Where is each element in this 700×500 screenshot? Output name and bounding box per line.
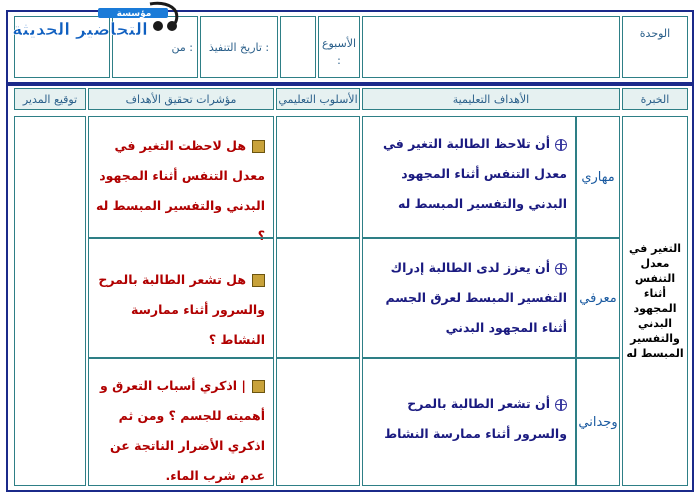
method-cell-2[interactable] — [276, 238, 360, 358]
type-cell-3: وجداني — [576, 358, 620, 486]
flower-bullet-icon — [252, 274, 265, 287]
indicator-cell-2 — [88, 238, 274, 358]
week-label: الأسبوع — [321, 37, 357, 50]
week-colon: : — [337, 54, 341, 67]
indicator-text-2: هل تشعر الطالبة بالمرح والسرور أثناء ممارسة النشاط ؟ — [98, 272, 265, 347]
type-cell-2: معرفي — [576, 238, 620, 358]
col-experience: الخبرة — [622, 88, 688, 110]
crosshair-bullet-icon — [555, 399, 567, 411]
crosshair-bullet-icon — [555, 263, 567, 275]
method-cell-1[interactable] — [276, 116, 360, 238]
experience-cell — [622, 116, 688, 486]
method-cell-3[interactable] — [276, 358, 360, 486]
exec-date-label: تاريخ التنفيذ : — [208, 41, 270, 54]
logo-text-top: مؤسسة — [116, 9, 152, 19]
logo-text-main: التحاضير الحديثة — [12, 20, 148, 40]
type-cell-1: مهاري — [576, 116, 620, 238]
unit-label: الوحدة — [639, 27, 671, 40]
logo — [0, 0, 190, 44]
objective-text-1: أن تلاحظ الطالبة التغير في معدل التنفس أثناء المجهود البدني والتفسير المبسط له — [382, 136, 567, 211]
exec-date-label-cell — [200, 16, 278, 78]
col-objectives: الأهداف التعليمية — [362, 88, 620, 110]
col-indicators: مؤشرات تحقيق الأهداف — [88, 88, 274, 110]
objective-cell-3 — [362, 358, 576, 486]
objective-cell-1 — [362, 116, 576, 238]
week-label-cell — [318, 16, 360, 78]
objective-text-3: أن تشعر الطالبة بالمرح والسرور أثناء ممارسة النشاط — [384, 396, 567, 441]
unit-value-cell[interactable] — [362, 16, 620, 78]
week-value-cell[interactable] — [280, 16, 316, 78]
flower-bullet-icon — [252, 380, 265, 393]
flower-bullet-icon — [252, 140, 265, 153]
col-principal: توقيع المدير — [14, 88, 86, 110]
objective-cell-2 — [362, 238, 576, 358]
indicator-cell-3 — [88, 358, 274, 486]
logo-graphic — [0, 0, 190, 44]
experience-text: التغير في معدل التنفس أثناء المجهود البدني والتفسير المبسط له — [626, 242, 684, 360]
indicator-text-1: هل لاحظت التغير في معدل التنفس أثناء المجهود البدني والتفسير المبسط له ؟ — [96, 138, 265, 243]
indicator-text-3: | اذكري أسباب التعرق و أهميته للجسم ؟ ومن ثم اذكري الأضرار الناتجة عن عدم شرب الماء. — [100, 378, 265, 483]
objective-text-2: أن يعزز لدى الطالبة إدراك التفسير المبسط لعرق الجسم أثناء المجهود البدني — [385, 260, 567, 335]
col-method: الأسلوب التعليمي — [276, 88, 360, 110]
indicator-cell-1 — [88, 116, 274, 243]
partial-label: من : — [171, 41, 193, 54]
crosshair-bullet-icon — [555, 139, 567, 151]
principal-signature-cell[interactable] — [14, 116, 86, 486]
unit-label-cell — [622, 16, 688, 78]
